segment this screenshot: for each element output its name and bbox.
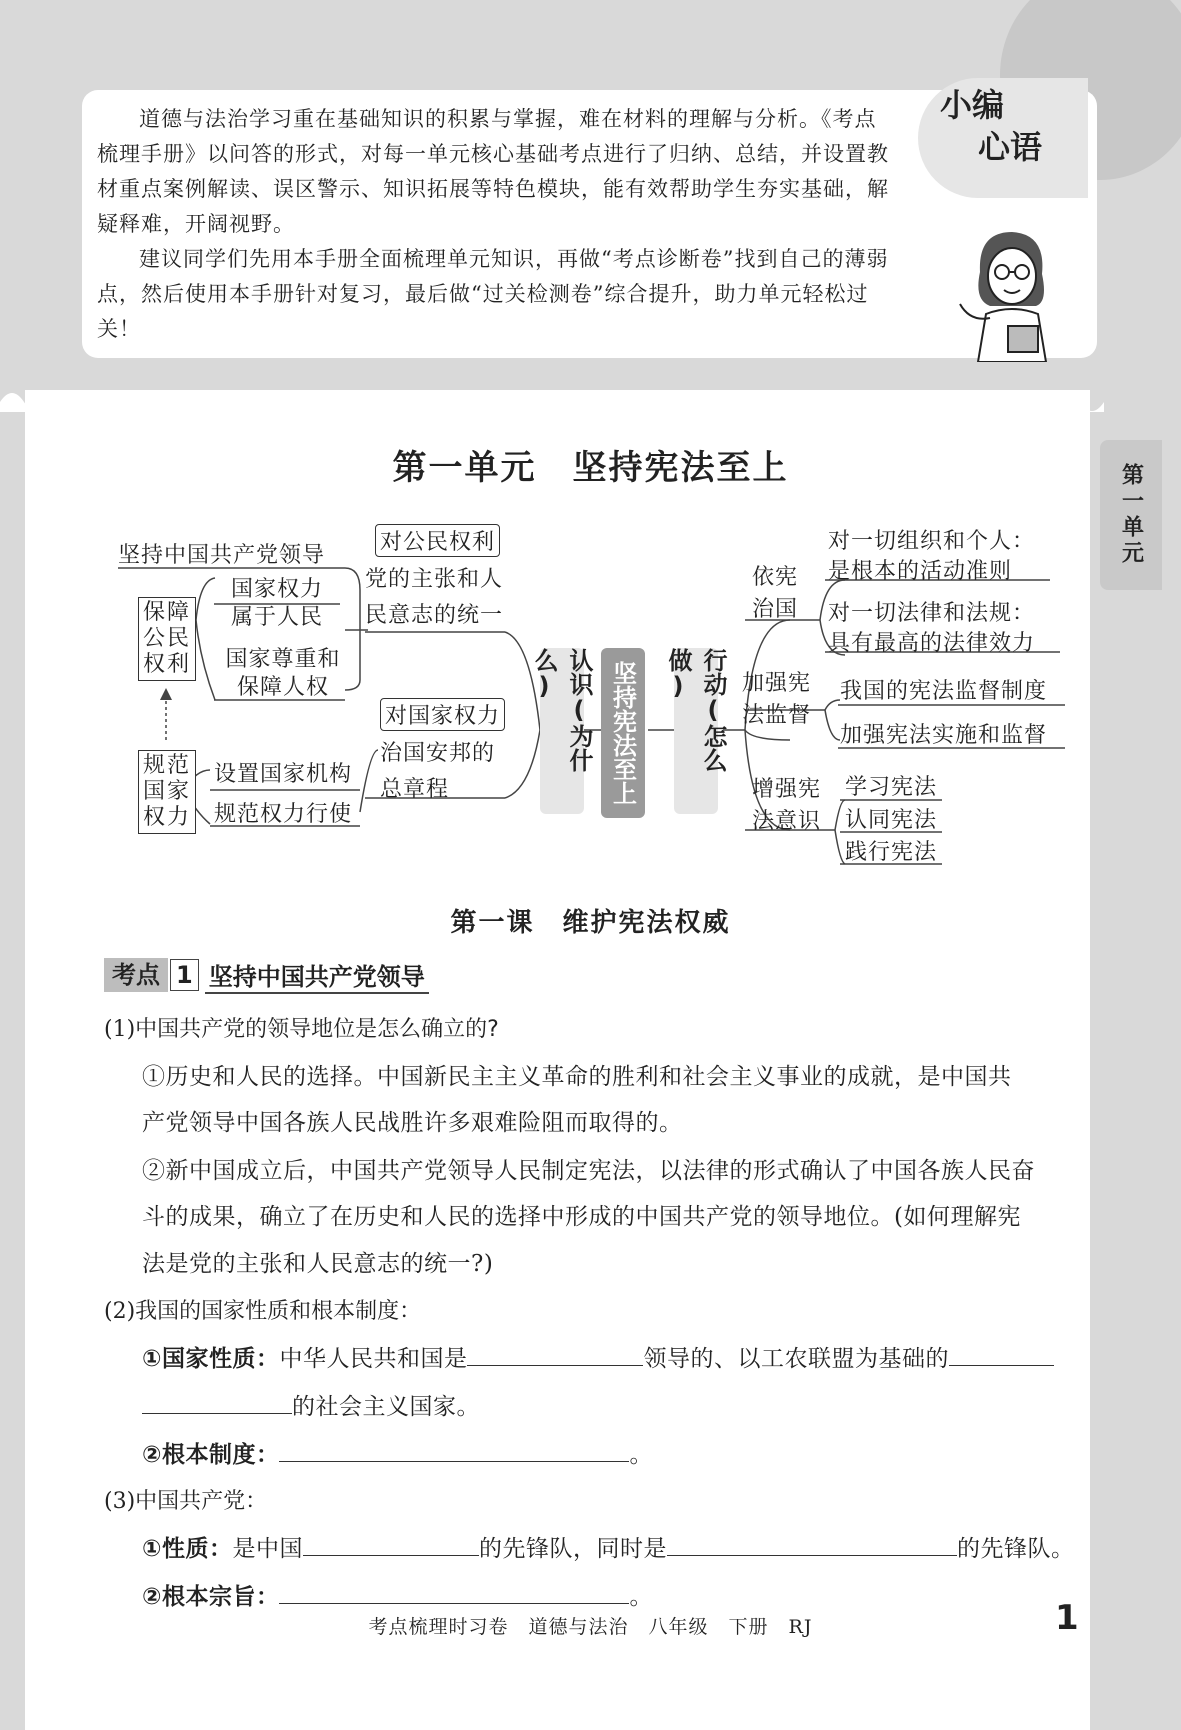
- mindmap-node-text: 规范国家权力: [142, 753, 191, 830]
- lesson-title: 第一课 维护宪法权威: [450, 908, 731, 938]
- answer-blank[interactable]: [279, 1581, 629, 1604]
- fill-line: [142, 1340, 1054, 1373]
- item-text: 。: [629, 1584, 653, 1610]
- unit-title: 第一单元 坚持宪法至上: [392, 448, 789, 488]
- fill-line: [142, 1388, 480, 1421]
- mindmap-node: 加强宪法实施和监督: [840, 723, 1048, 748]
- item-text: 领导的、以工农联盟为基础的: [643, 1346, 949, 1372]
- mindmap-node: 法意识: [752, 809, 822, 834]
- kaodian-label: 考点: [104, 958, 168, 992]
- item-text: 的先锋队。: [956, 1536, 1075, 1562]
- mindmap-node: 总章程: [380, 777, 450, 802]
- item-text: 的先锋队，同时是: [478, 1536, 667, 1562]
- mindmap-node: 是根本的活动准则: [828, 559, 1013, 584]
- item-label: ①国家性质：: [142, 1346, 280, 1372]
- mindmap-label-box: 对国家权力: [380, 698, 505, 731]
- question-3: [104, 1484, 267, 1515]
- fill-line: [142, 1578, 653, 1611]
- answer-line: ②新中国成立后，中国共产党领导人民制定宪法，以法律的形式确认了中国各族人民奋: [142, 1158, 1035, 1184]
- page-number: 1: [1055, 1598, 1079, 1638]
- mindmap-label-box: 对公民权利: [375, 524, 500, 557]
- answer-blank[interactable]: [949, 1343, 1054, 1366]
- answer-line: 斗的成果，确立了在历史和人民的选择中形成的中国共产党的领导地位。(如何理解宪: [142, 1204, 1021, 1230]
- mindmap-node: 国家尊重和保障人权: [225, 647, 341, 700]
- mindmap-how: 行动(怎么做): [674, 648, 718, 814]
- item-text: 。: [629, 1442, 653, 1468]
- answer-line: 产党领导中国各族人民战胜许多艰难险阻而取得的。: [142, 1110, 683, 1136]
- question-number: (3): [104, 1489, 136, 1514]
- item-text: 中华人民共和国是: [279, 1346, 468, 1372]
- page-footer: 考点梳理时习卷 道德与法治 八年级 下册 RJ: [368, 1616, 813, 1638]
- mindmap-node-text: 保障公民权利: [142, 600, 191, 677]
- mindmap-node: 治国: [752, 597, 799, 622]
- answer-blank[interactable]: [467, 1343, 643, 1366]
- intro-paragraph: 道德与法治学习重在基础知识的积累与掌握，难在材料的理解与分析。《考点梳理手册》以问答的形式，对每一单元核心基础考点进行了归纳、总结，并设置教材重点案例解读、误区警示、知识拓展等特色模块，能有效帮助学生夯实基础，解疑释难，开阔视野。: [97, 107, 889, 236]
- answer-blank[interactable]: [142, 1391, 292, 1414]
- question-2: [104, 1294, 421, 1325]
- item-label: ①性质：: [142, 1536, 233, 1562]
- mindmap-node: 加强宪: [742, 671, 812, 696]
- item-text: 是中国: [232, 1536, 303, 1562]
- mindmap-node: 具有最高的法律效力: [828, 631, 1036, 656]
- question-1: [104, 1012, 499, 1043]
- mindmap-node: 设置国家机构: [214, 762, 353, 787]
- mindmap-node: 我国的宪法监督制度: [840, 679, 1048, 704]
- item-text: 的社会主义国家。: [292, 1394, 480, 1420]
- item-label: ②根本制度：: [142, 1442, 280, 1468]
- answer-line: 法是党的主张和人民意志的统一?): [142, 1251, 494, 1277]
- mindmap-node: 党的主张和人: [365, 567, 504, 592]
- answer-blank[interactable]: [667, 1533, 957, 1556]
- mindmap-node-protect: [138, 597, 196, 681]
- unit-side-tab[interactable]: 第一单元: [1100, 440, 1162, 590]
- mindmap-node: 规范权力行使: [214, 802, 353, 827]
- kaodian-heading: [104, 958, 429, 992]
- question-number: (2): [104, 1299, 136, 1324]
- mindmap-node: 国家权力属于人民: [230, 577, 323, 630]
- kaodian-number: 1: [170, 959, 199, 991]
- question-number: (1): [104, 1017, 136, 1042]
- question-text: 中国共产党：: [135, 1489, 268, 1514]
- mindmap-node: 坚持中国共产党领导: [118, 543, 326, 568]
- mindmap-node: 民意志的统一: [365, 603, 504, 628]
- mindmap-node: 对一切组织和个人：: [828, 529, 1036, 554]
- fill-line: [142, 1530, 1074, 1563]
- answer-line: ①历史和人民的选择。中国新民主主义革命的胜利和社会主义事业的成就，是中国共: [142, 1064, 1012, 1090]
- mindmap-node: 认同宪法: [845, 808, 938, 833]
- mindmap-node: 治国安邦的: [380, 741, 496, 766]
- badge-line2: 心语: [978, 128, 1043, 166]
- mindmap-node: 践行宪法: [845, 840, 938, 865]
- mindmap-node: 学习宪法: [845, 775, 938, 800]
- question-text: 中国共产党的领导地位是怎么确立的?: [135, 1017, 499, 1042]
- mindmap-node-regulate: [138, 750, 196, 834]
- mindmap-node: 对一切法律和法规：: [828, 601, 1036, 626]
- question-text: 我国的国家性质和根本制度：: [135, 1299, 422, 1324]
- intro-paragraph: 建议同学们先用本手册全面梳理单元知识，再做“考点诊断卷”找到自己的薄弱点，然后使用本手册针对复习，最后做“过关检测卷”综合提升，助力单元轻松过关！: [97, 247, 889, 341]
- item-label: ②根本宗旨：: [142, 1584, 280, 1610]
- fill-line: [142, 1436, 653, 1469]
- mindmap-center: 坚持宪法至上: [601, 648, 645, 818]
- kaodian-title: 坚持中国共产党领导: [205, 957, 429, 994]
- mindmap-why: 认识(为什么): [540, 648, 584, 814]
- mindmap-node: 依宪: [752, 565, 799, 590]
- mindmap-node: 法监督: [742, 703, 812, 728]
- badge-line1: 小编: [940, 86, 1005, 124]
- answer-blank[interactable]: [303, 1533, 479, 1556]
- answer-blank[interactable]: [279, 1439, 629, 1462]
- mindmap-node: 增强宪: [752, 777, 822, 802]
